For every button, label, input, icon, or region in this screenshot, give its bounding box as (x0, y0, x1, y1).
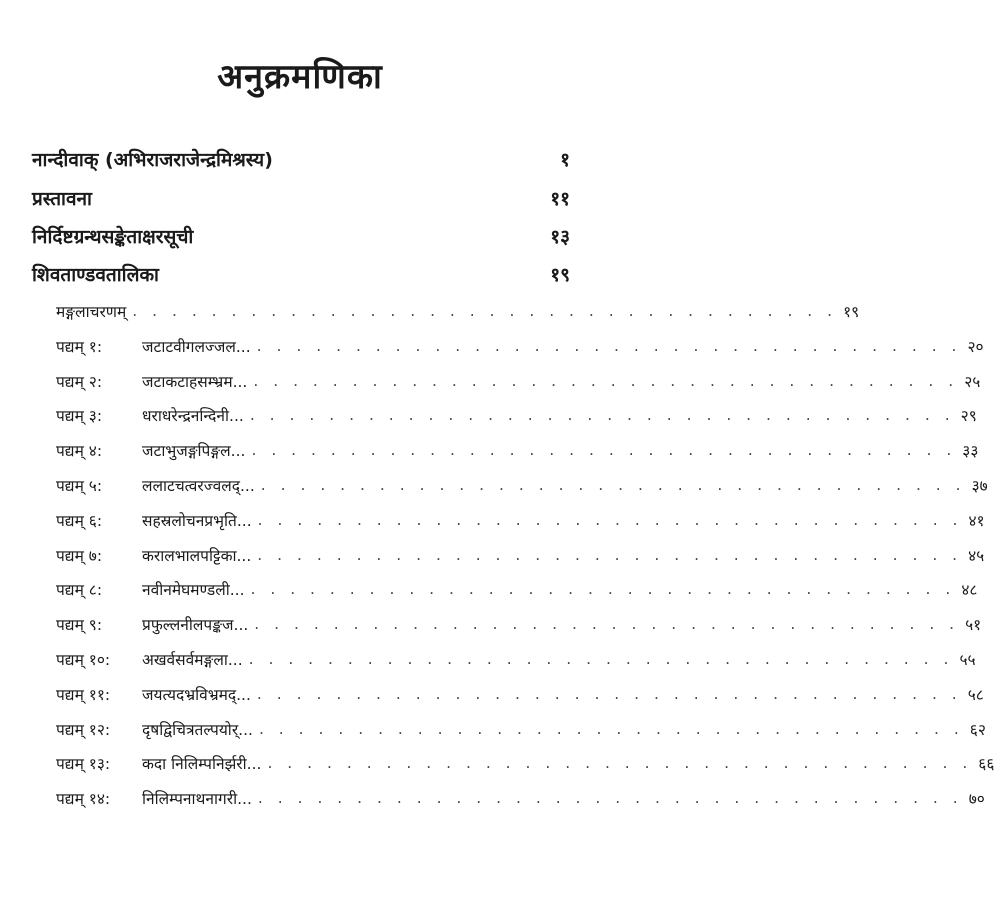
toc-verse-entry (56, 783, 985, 813)
entry-page-number: २९ (960, 407, 977, 425)
entry-page-number: ३३ (962, 442, 979, 460)
verse-number: पद्यम् १: (56, 338, 103, 356)
verse-number: पद्यम् ६: (56, 512, 103, 530)
entry-label (56, 648, 243, 670)
leader-dots: . . . . . . . . . . . . . . . . . . . . . . . . . . . . . . . . . . . . (258, 720, 964, 738)
page-title: अनुक्रमणिका (217, 57, 383, 97)
toc-verse-entry (56, 505, 985, 535)
verse-incipit: प्रफुल्लनीलपङ्कज... (142, 616, 249, 634)
leader-dots: . . . . . . . . . . . . . . . . . . . . . . . . . . . . . . . . . . . . (250, 580, 956, 598)
entry-page-number: १ (560, 149, 570, 171)
entry-label (56, 300, 126, 322)
entry-page-number: ४८ (961, 581, 978, 599)
verse-number: पद्यम् १२: (56, 721, 111, 739)
toc-verse-entry (56, 296, 860, 326)
entry-page-number: ४१ (968, 512, 985, 530)
verse-number: पद्यम् ४: (56, 442, 103, 460)
toc-verse-entry (56, 644, 976, 674)
entry-label (56, 787, 252, 809)
verse-number: पद्यम् १४: (56, 790, 111, 808)
toc-verse-entry (56, 540, 985, 570)
verse-number: पद्यम् ८: (56, 581, 103, 599)
entry-page-number: २५ (964, 373, 981, 391)
toc-verse-entry (56, 679, 984, 709)
entry-page-number: १३ (550, 226, 570, 248)
entry-label: प्रस्तावना (32, 188, 92, 210)
entry-page-number: १९ (843, 303, 860, 321)
entry-label: नान्दीवाक् (अभिराजराजेन्द्रमिश्रस्य) (32, 149, 273, 171)
entry-page-number: ५५ (959, 651, 976, 669)
entry-page-number: ६६ (978, 755, 994, 773)
leader-dots: . . . . . . . . . . . . . . . . . . . . . . . . . . . . . . . . . . . . (257, 789, 963, 807)
verse-number: पद्यम् १३: (56, 755, 111, 773)
toc-verse-entry (56, 366, 981, 396)
entry-page-number: ६२ (969, 721, 986, 739)
entry-page-number: ४५ (968, 547, 985, 565)
entry-label: शिवताण्डवतालिका (32, 264, 159, 286)
leader-dots: . . . . . . . . . . . . . . . . . . . . . . . . . . . . . . . . . . . . (256, 685, 962, 703)
verse-incipit: मङ्गलाचरणम् (56, 303, 127, 321)
leader-dots: . . . . . . . . . . . . . . . . . . . . . . . . . . . . . . . . . . . . (257, 546, 963, 564)
verse-incipit: निलिम्पनाथनागरी... (142, 790, 252, 808)
entry-label (56, 578, 245, 600)
entry-label (56, 335, 251, 357)
entry-page-number: ५८ (967, 686, 984, 704)
toc-main-entry (32, 141, 570, 177)
verse-incipit: करालभालपट्टिका... (142, 547, 252, 565)
leader-dots: . . . . . . . . . . . . . . . . . . . . . . . . . . . . . . . . . . . . (249, 406, 955, 424)
verse-number: पद्यम् ३: (56, 407, 103, 425)
entry-label (56, 439, 245, 461)
verse-number: पद्यम् १०: (56, 651, 111, 669)
entry-label (56, 752, 261, 774)
entry-label (56, 718, 253, 740)
leader-dots: . . . . . . . . . . . . . . . . . . . . . . . . . . . . . . . . . . . . (253, 372, 959, 390)
toc-main-entry (32, 180, 570, 216)
entry-label (56, 509, 252, 531)
entry-page-number: ३७ (971, 477, 988, 495)
entry-label (56, 404, 244, 426)
leader-dots: . . . . . . . . . . . . . . . . . . . . . . . . . . . . . . . . . . . . (257, 511, 963, 529)
toc-main-entry (32, 218, 570, 254)
entry-page-number: ७० (968, 790, 985, 808)
entry-label: निर्दिष्टग्रन्थसङ्केताक्षरसूची (32, 226, 194, 248)
verse-number: पद्यम् ९: (56, 616, 103, 634)
entry-page-number: २० (967, 338, 984, 356)
verse-number: पद्यम् ११: (56, 686, 111, 704)
verse-incipit: सहस्रलोचनप्रभृति... (142, 512, 252, 530)
leader-dots: . . . . . . . . . . . . . . . . . . . . . . . . . . . . . . . . . . . . (256, 337, 962, 355)
verse-incipit: जटाभुजङ्गपिङ्गल... (142, 442, 246, 460)
entry-label (56, 474, 255, 496)
verse-incipit: जटाटवीगलज्जल... (142, 338, 251, 356)
toc-verse-entry (56, 435, 979, 465)
toc-verse-entry (56, 574, 978, 604)
entry-label (56, 683, 251, 705)
verse-incipit: कदा निलिम्पनिर्झरी... (142, 755, 262, 773)
toc-verse-entry (56, 400, 977, 430)
verse-incipit: धराधरेन्द्रनन्दिनी... (142, 407, 244, 425)
verse-incipit: जटाकटाहसम्भ्रम... (142, 373, 248, 391)
verse-number: पद्यम् ७: (56, 547, 103, 565)
entry-page-number: १९ (550, 264, 570, 286)
leader-dots: . . . . . . . . . . . . . . . . . . . . . . . . . . . . . . . . . . . . (260, 476, 966, 494)
entry-label (56, 544, 251, 566)
entry-label (56, 613, 248, 635)
verse-incipit: जयत्यदभ्रविभ्रमद्... (142, 686, 251, 704)
leader-dots: . . . . . . . . . . . . . . . . . . . . . . . . . . . . . . . . . . . . (254, 615, 960, 633)
verse-incipit: दृषद्विचित्रतल्पयोर्... (142, 721, 253, 739)
toc-verse-entry (56, 609, 982, 639)
entry-page-number: ५१ (965, 616, 982, 634)
toc-verse-entry (56, 748, 994, 778)
toc-main-entry (32, 256, 570, 292)
toc-verse-entry (56, 331, 984, 361)
verse-number: पद्यम् २: (56, 373, 103, 391)
toc-verse-entry (56, 470, 988, 500)
leader-dots: . . . . . . . . . . . . . . . . . . . . . . . . . . . . . . . . . . . . (267, 754, 973, 772)
leader-dots: . . . . . . . . . . . . . . . . . . . . . . . . . . . . . . . . . . . . (248, 650, 954, 668)
leader-dots: . . . . . . . . . . . . . . . . . . . . . . . . . . . . . . . . . . . . (132, 302, 838, 320)
entry-page-number: ११ (550, 188, 570, 210)
leader-dots: . . . . . . . . . . . . . . . . . . . . . . . . . . . . . . . . . . . . (251, 441, 957, 459)
toc-verse-entry (56, 714, 986, 744)
verse-number: पद्यम् ५: (56, 477, 103, 495)
verse-incipit: अखर्वसर्वमङ्गला... (142, 651, 243, 669)
verse-incipit: नवीनमेघमण्डली... (142, 581, 245, 599)
verse-incipit: ललाटचत्वरज्वलद्... (142, 477, 255, 495)
entry-label (56, 370, 247, 392)
